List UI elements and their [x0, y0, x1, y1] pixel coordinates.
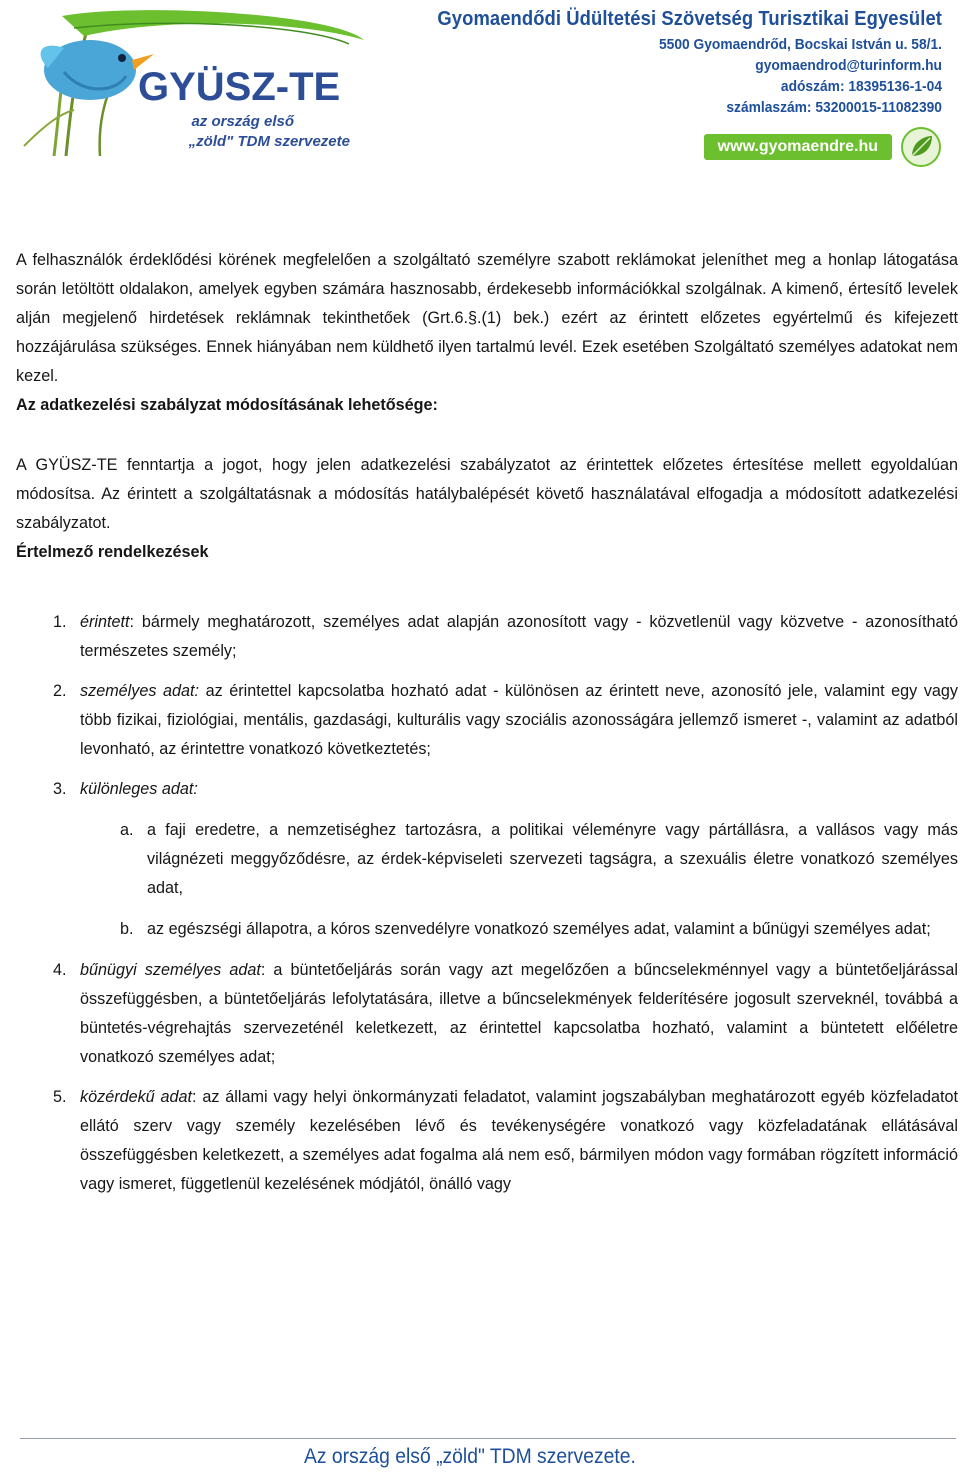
organization-bank-account: számlaszám: 53200015-11082390 — [726, 99, 942, 116]
definition-item — [16, 956, 958, 1072]
footer-divider — [20, 1438, 956, 1439]
special-data-letter: b. — [120, 920, 134, 938]
modification-heading: Az adatkezelési szabályzat módosításának lehetősége: — [16, 396, 438, 414]
special-data-item — [80, 816, 958, 903]
definition-item — [16, 608, 958, 666]
logo-tagline-line2: „zöld" TDM szervezete — [188, 133, 350, 150]
definition-text: a büntetőeljárás során vagy azt megelőzően a bűncselekménnyel vagy a büntetőeljárással összefüggésben, a büntetőeljárás lefolytatására, illetve a bűncselekmények felderítésére jogosult szerveknél, továbbá a büntetés-végrehajtás szervezeténél keletkezett, az érintettel kapcsolatba hozható, valamint a büntetett előéletre vonatkozó személyes adat; — [80, 961, 958, 1066]
definition-text: bármely meghatározott, személyes adat alapján azonosított vagy - közvetlenül vagy közvetve - azonosítható természetes személy; — [80, 613, 958, 660]
logo-name: GYÜSZ-TE — [138, 65, 341, 109]
definition-number: 3. — [53, 780, 67, 798]
definition-item — [16, 677, 958, 764]
footer-slogan: Az ország első „zöld" TDM szervezete. — [304, 1445, 636, 1468]
definition-separator: : — [129, 613, 142, 631]
organization-contact-block — [382, 4, 942, 118]
definition-text: az érintettel kapcsolatba hozható adat - különösen az érintett neve, azonosító jele, valamint egy vagy több fizikai, fiziológiai, mentális, gazdasági, kulturális vagy szociális azonosságára jellemző ismeret -, valamint az adatból levonható, az érintettre vonatkozó következtetés; — [80, 682, 959, 758]
special-data-list — [80, 816, 958, 944]
definition-separator: : — [192, 1088, 203, 1106]
definition-separator: : — [260, 961, 274, 979]
organization-email[interactable]: gyomaendrod@turinform.hu — [755, 57, 942, 74]
definitions-list — [16, 608, 958, 1199]
logo-tagline-line1: az ország első — [191, 113, 294, 130]
organization-address: 5500 Gyomaendrőd, Bocskai István u. 58/1. — [658, 36, 942, 53]
definition-term: bűnügyi személyes adat — [80, 961, 261, 979]
organization-logo — [4, 6, 384, 156]
bird-logo-icon — [4, 6, 384, 156]
green-leaf-badge-icon — [900, 126, 942, 168]
special-data-text: a faji eredetre, a nemzetiséghez tartozásra, a politikai véleményre vagy pártállásra, a vallásos vagy más világnézeti meggyőződésre, az érdek-képviseleti szervezeti tagságra, a szexuális életre vonatkozó személyes adat, — [147, 821, 958, 897]
definition-term: érintett — [80, 613, 130, 631]
definition-item — [16, 1083, 958, 1199]
definition-number: 2. — [53, 682, 67, 700]
definition-number: 1. — [53, 613, 67, 631]
definition-number: 4. — [53, 961, 67, 979]
definition-term: közérdekű adat — [80, 1088, 193, 1106]
modification-paragraph: A GYÜSZ-TE fenntartja a jogot, hogy jelen adatkezelési szabályzatot az érintettek előzetes értesítése mellett egyoldalúan módosítsa. Az érintett a szolgáltatásnak a módosítás hatálybalépését követő használatával elfogadja a módosított adatkezelési szabályzatot. — [16, 456, 958, 532]
website-row — [704, 126, 942, 168]
special-data-text: az egészségi állapotra, a kóros szenvedélyre vonatkozó személyes adat, valamint a bűnügyi személyes adat; — [147, 920, 931, 938]
definition-text: az állami vagy helyi önkormányzati feladatot, valamint jogszabályban meghatározott egyéb közfeladatot ellátó szerv vagy személy kezelésében lévő és tevékenységére vonatkozó vagy közfeladatának ellátásával összefüggésben keletkezett, a személyes adat fogalma alá nem eső, bármilyen módon vagy formában rögzített információ vagy ismeret, függetlenül kezelésének módjától, önálló vagy — [80, 1088, 958, 1193]
definition-term: különleges adat: — [80, 780, 198, 798]
special-data-item — [80, 915, 958, 944]
organization-name: Gyomaendődi Üdültetési Szövetség Turisztikai Egyesület — [437, 8, 942, 30]
definition-number: 5. — [53, 1088, 67, 1106]
organization-tax-number: adószám: 18395136-1-04 — [780, 78, 942, 95]
document-body — [16, 246, 958, 1210]
definitions-heading: Értelmező rendelkezések — [16, 543, 209, 561]
special-data-letter: a. — [120, 821, 134, 839]
intro-paragraph: A felhasználók érdeklődési körének megfelelően a szolgáltató személyre szabott reklámokat jeleníthet meg a honlap látogatása során letöltött oldalakon, amelyek egyben számára hasznosabb, érdekesebb információkkal szolgálnak. A kimenő, értesítő levelek alján megjelenő hirdetések reklámnak tekinthetőek (Grt.6.§.(1) bek.) ezért az érintett előzetes egyértelmű és kifejezett hozzájárulása szükséges. Ennek hiányában nem küldhető ilyen tartalmú levél. Ezek esetében Szolgáltató személyes adatokat nem kezel. — [16, 251, 958, 385]
definition-item — [16, 775, 958, 944]
definition-separator — [199, 682, 206, 700]
website-link[interactable]: www.gyomaendre.hu — [704, 134, 892, 160]
definition-term: személyes adat: — [80, 682, 200, 700]
